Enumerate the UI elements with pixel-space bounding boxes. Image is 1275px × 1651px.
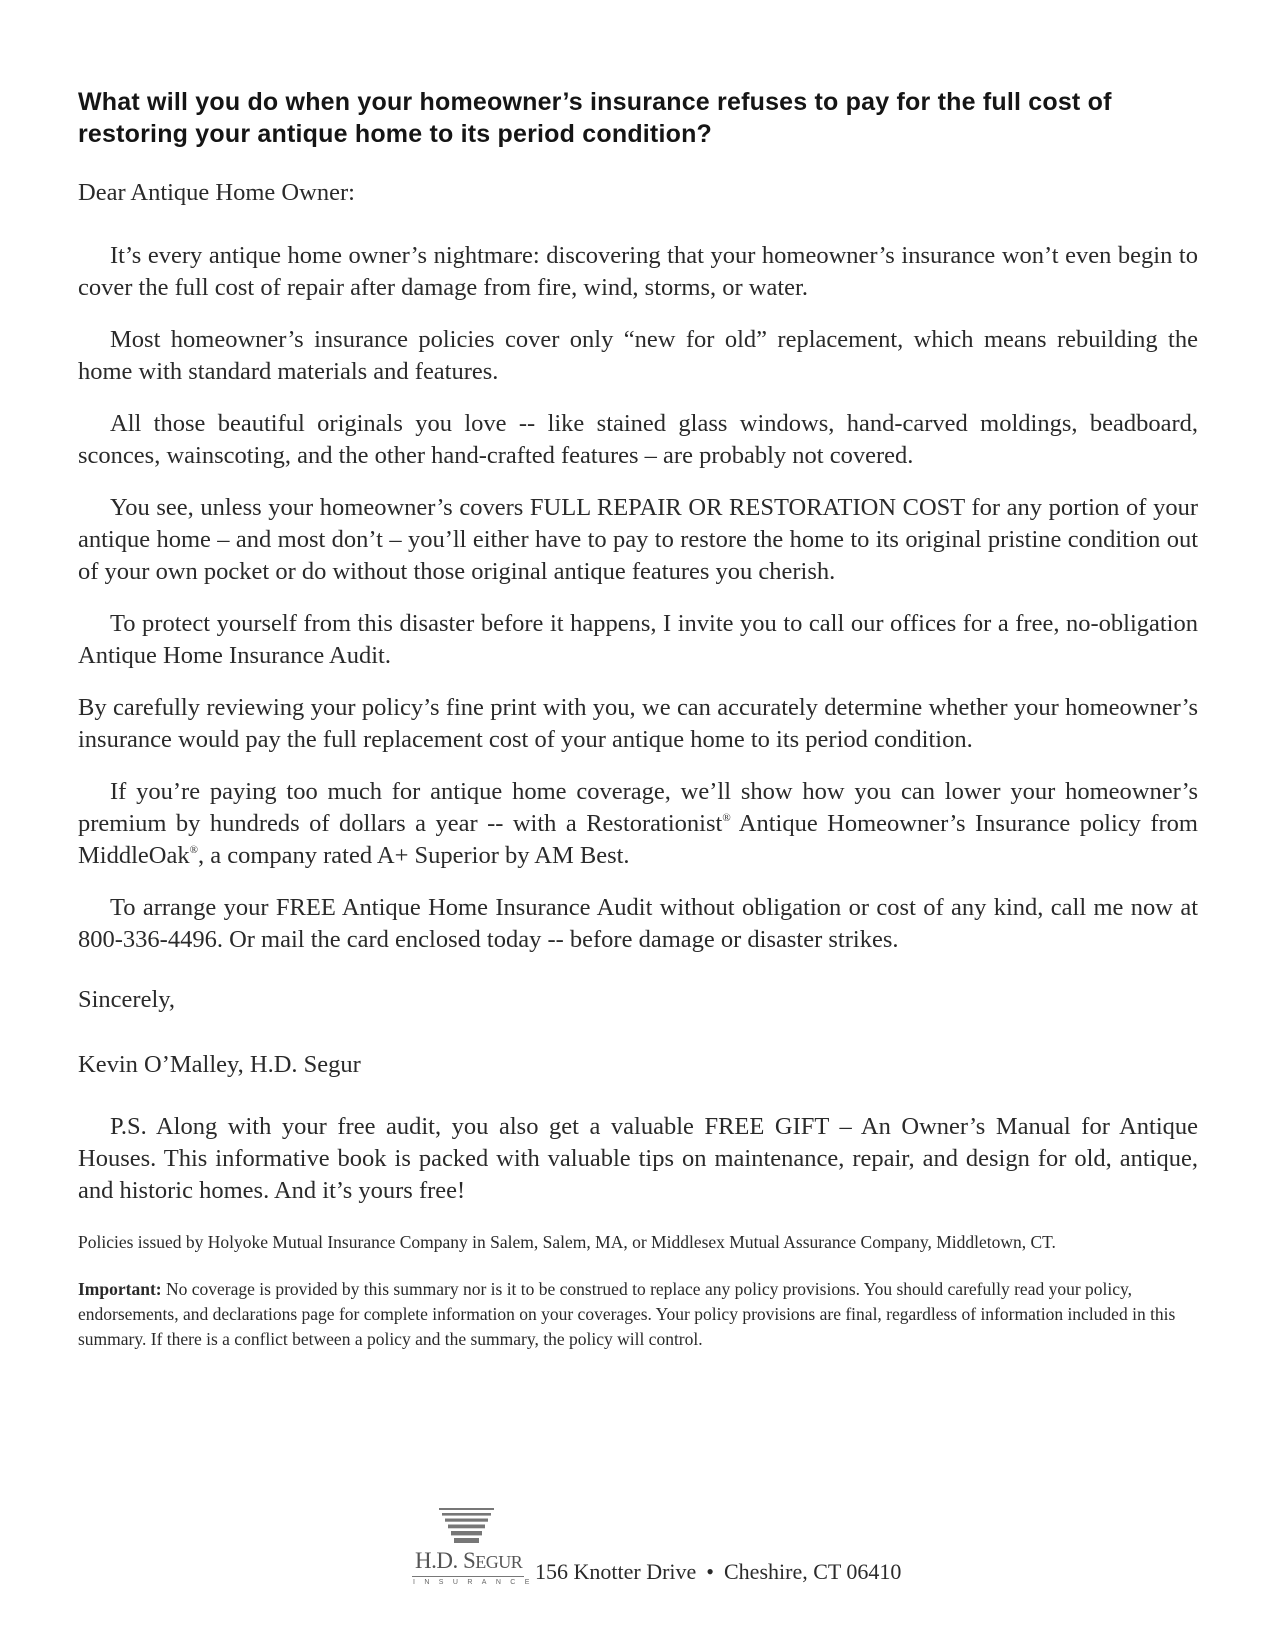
fineprint-policies: Policies issued by Holyoke Mutual Insurance Company in Salem, Salem, MA, or Middlesex Mutual Assurance Company, Middletown, CT. [78,1232,1056,1252]
headline: What will you do when your homeowner’s insurance refuses to pay for the full cost of restoring your antique home to its period condition? [78,88,1112,148]
footer [410,1508,930,1598]
address-city: Cheshire, CT 06410 [724,1559,902,1584]
logo-name [415,1548,525,1574]
paragraph-2: Most homeowner’s insurance policies cover only “new for old” replacement, which means rebuilding the home with standard materials and features. [78,326,1198,385]
logo-rule [412,1576,524,1577]
logo-subtitle: INSURANCE [413,1579,539,1586]
address-street: 156 Knotter Drive [535,1559,697,1584]
paragraph-4: You see, unless your homeowner’s covers FULL REPAIR OR RESTORATION COST for any portion of your antique home – and most don’t – you’ll either have to pay to restore the home to its original pristine condition out of your own pocket or do without those original antique features you cherish. [78,494,1198,585]
logo-name-rest: EGUR [475,1552,523,1572]
paragraph-6: By carefully reviewing your policy’s fine print with you, we can accurately determine whether your homeowner’s insurance would pay the full replacement cost of your antique home to its period condition. [78,694,1198,753]
closing: Sincerely, [78,986,176,1013]
letter [78,86,1198,1374]
paragraph-3: All those beautiful originals you love -- like stained glass windows, hand-carved moldings, beadboard, sconces, wainscoting, and the other hand-crafted features – are probably not covered. [78,410,1198,469]
paragraph-7 [78,776,1198,872]
registered-mark: ® [189,844,198,856]
signature: Kevin O’Malley, H.D. Segur [78,1051,361,1078]
fineprint-important [78,1277,1198,1352]
hd-segur-logo [410,1508,539,1598]
paragraph-7-part-1: If you’re paying too much for antique home coverage, we’ll show how you can lower your homeowner’s premium by hundreds of dollars a year -- with a Restorationist [78,778,1198,837]
address [535,1558,901,1586]
registered-mark: ® [722,812,731,824]
paragraph-7-part-3: , a company rated A+ Superior by AM Best. [197,842,630,869]
important-label: Important: [78,1279,162,1299]
logo-stripes-icon [439,1508,494,1544]
paragraph-8: To arrange your FREE Antique Home Insurance Audit without obligation or cost of any kind, call me now at 800-336-4496. Or mail the card enclosed today -- before damage or disaster strikes. [78,894,1198,953]
salutation: Dear Antique Home Owner: [78,179,355,206]
address-separator: • [706,1559,714,1584]
paragraph-7-part-2: Antique Homeowner’s Insurance policy from MiddleOak [78,810,1198,869]
paragraph-1: It’s every antique home owner’s nightmare: discovering that your homeowner’s insurance won’t even begin to cover the full cost of repair after damage from fire, wind, storms, or water. [78,242,1198,301]
logo-name-initials: H.D. S [415,1548,476,1573]
important-text: No coverage is provided by this summary nor is it to be construed to replace any policy provisions. You should carefully read your policy, endorsements, and declarations page for complete information on your coverages. Your policy provisions are final, regardless of information included in this summary. If there is a conflict between a policy and the summary, the policy will control. [78,1279,1176,1349]
paragraph-5: To protect yourself from this disaster before it happens, I invite you to call our offices for a free, no-obligation Antique Home Insurance Audit. [78,610,1198,669]
postscript: P.S. Along with your free audit, you also get a valuable FREE GIFT – An Owner’s Manual for Antique Houses. This informative book is packed with valuable tips on maintenance, repair, and design for old, antique, and historic homes. And it’s yours free! [78,1113,1198,1204]
